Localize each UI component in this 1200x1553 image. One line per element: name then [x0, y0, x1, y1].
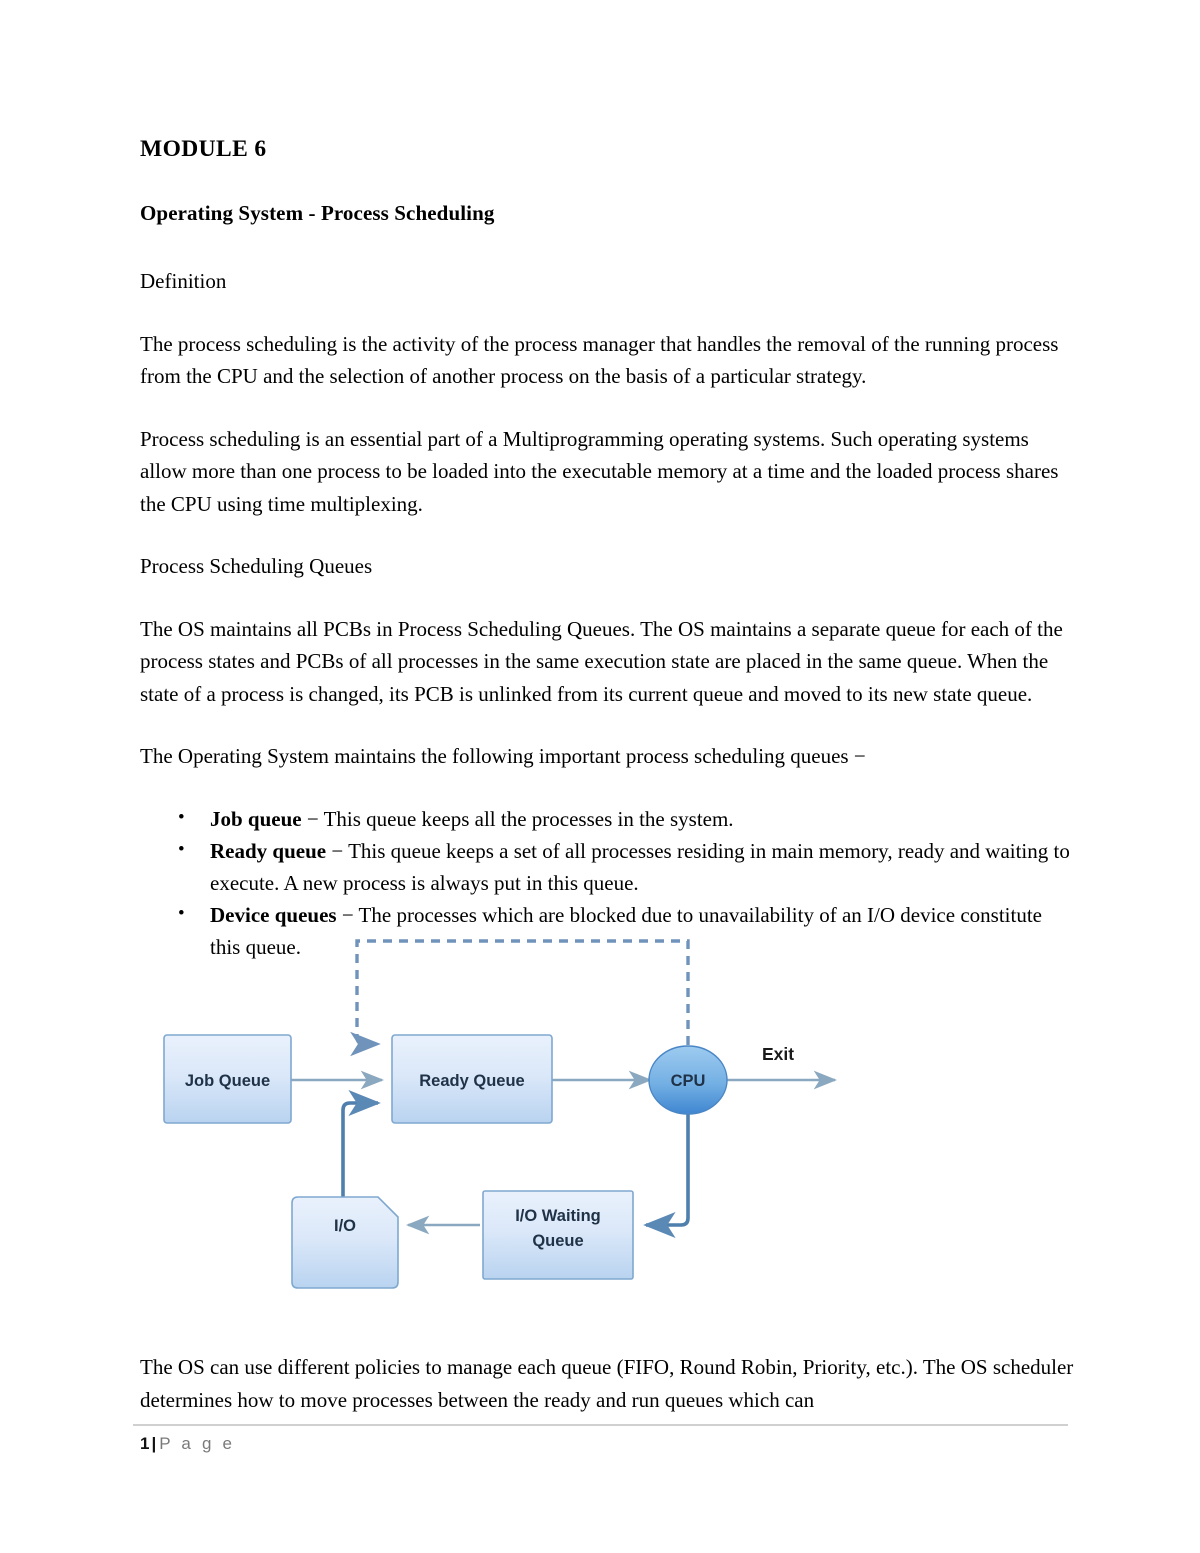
queues-heading: Process Scheduling Queues	[140, 554, 373, 579]
footer-page-word: P a g e	[159, 1434, 236, 1453]
list-item-term: Job queue	[210, 806, 302, 831]
page-title: MODULE 6	[140, 136, 267, 162]
paragraph-queue-intro: The Operating System maintains the following important process scheduling queues −	[140, 744, 866, 769]
arrow-io-to-ready	[343, 1103, 378, 1197]
list-item	[140, 803, 1072, 835]
footer-page-number: 1	[140, 1434, 151, 1453]
node-label-cpu: CPU	[670, 1072, 706, 1090]
list-item-text: This queue keeps all the processes in the system.	[323, 806, 734, 831]
list-item-text: The processes which are blocked due to unavailability of an I/O device constitute this queue.	[210, 902, 1042, 959]
list-item-dash: −	[326, 838, 349, 863]
list-item-dash: −	[336, 902, 359, 927]
node-ready-queue	[392, 1035, 552, 1123]
paragraph-closing: The OS can use different policies to manage each queue (FIFO, Round Robin, Priority, etc.). The OS scheduler determines how to move processes between the ready and run queues which can	[140, 1355, 1074, 1412]
node-label-io-waiting-line1: I/O Waiting	[515, 1207, 601, 1225]
diagram-label-exit: Exit	[761, 1044, 795, 1064]
list-item-text: This queue keeps a set of all processes residing in main memory, ready and waiting to execute. A new process is always put in this queue.	[210, 838, 1070, 895]
feedback-loop-dashed-arrow	[357, 941, 688, 1045]
definition-heading: Definition	[140, 269, 227, 294]
process-scheduling-diagram	[150, 925, 880, 1315]
node-cpu	[649, 1046, 727, 1114]
node-label-ready-queue: Ready Queue	[419, 1072, 525, 1090]
list-item-term: Device queues	[210, 902, 337, 927]
paragraph-definition: The process scheduling is the activity of the process manager that handles the removal of the running process from the CPU and the selection of another process on the basis of a particular strategy.	[140, 331, 1059, 389]
list-item	[140, 835, 1072, 899]
list-item-dash: −	[301, 806, 324, 831]
paragraph-multiprogramming: Process scheduling is an essential part of a Multiprogramming operating systems. Such operating systems allow more than one process to be loaded into the executable memory at a time and the loaded process shares the CPU using time multiplexing.	[140, 426, 1059, 516]
node-label-job-queue: Job Queue	[184, 1072, 271, 1090]
node-io	[292, 1197, 398, 1288]
document-body	[140, 136, 1072, 963]
node-job-queue	[164, 1035, 291, 1123]
arrow-cpu-to-io-waiting	[646, 1113, 688, 1225]
node-io-waiting-queue	[483, 1191, 633, 1279]
page-footer	[140, 1434, 235, 1454]
paragraph-pcb-queues: The OS maintains all PCBs in Process Scheduling Queues. The OS maintains a separate queue for each of the process states and PCBs of all processes in the same execution state are placed in the same queue. When the state of a process is changed, its PCB is unlinked from its current queue and moved to its new state queue.	[140, 616, 1063, 706]
list-item-term: Ready queue	[210, 838, 327, 863]
footer-separator: |	[151, 1434, 157, 1453]
footer-divider	[133, 1424, 1068, 1426]
node-label-io: I/O	[333, 1217, 357, 1235]
node-label-io-waiting-line2: Queue	[532, 1232, 584, 1250]
document-subtitle: Operating System - Process Scheduling	[140, 201, 495, 226]
